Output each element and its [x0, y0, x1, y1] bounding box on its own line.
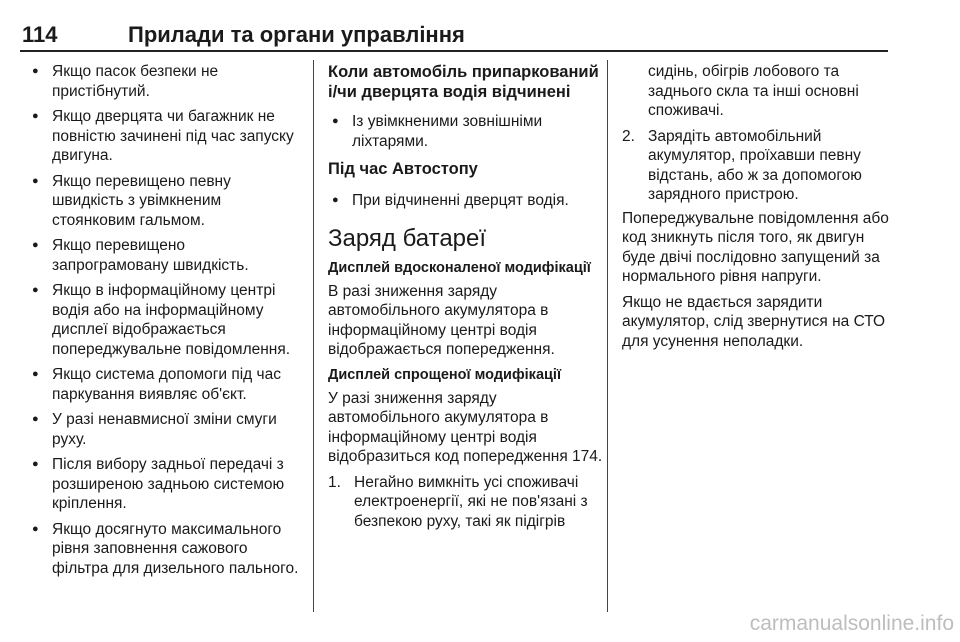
bullet-list-autostop [328, 191, 603, 211]
paragraph-simple-display: У разі зниження заряду автомобільного акумулятора в інформаційному центрі водія відобразиться код попередження 174. [328, 389, 603, 465]
step-text: Зарядіть автомобільний акумулятор, проїхавши певну відстань, або ж за допомогою зарядного пристрою. [648, 127, 862, 203]
column-divider-1 [313, 60, 314, 612]
heading-parked-doors-open: Коли автомобіль припаркований і/чи дверцята водія відчинені [328, 63, 599, 101]
step-item [328, 473, 603, 532]
step-number: 2. [622, 127, 635, 145]
paragraph-advanced-display: В разі зниження заряду автомобільного акумулятора в інформаційному центрі водія відображається попередження. [328, 282, 555, 358]
subheading-advanced-display: Дисплей вдосконаленої модифікації [328, 259, 591, 276]
column-divider-2 [607, 60, 608, 612]
step-text: Негайно вимкніть усі споживачі електроенергії, які не пов'язані з безпекою руху, такі як підігрів [354, 473, 588, 530]
step-number: 1. [328, 473, 341, 491]
column-3 [622, 62, 897, 357]
steps-list [328, 473, 603, 532]
watermark: carmanualsonline.info [749, 612, 954, 635]
steps-list-continued [622, 127, 897, 205]
step-continuation: сидінь, обігрів лобового та заднього скла та інші основні споживачі. [648, 63, 859, 119]
list-item: ● При відчиненні дверцят водія. [328, 191, 603, 211]
page-number: 114 [22, 22, 58, 47]
header-divider [20, 50, 888, 52]
paragraph-service: Якщо не вдається зарядити акумулятор, слід звернутися на СТО для усунення неполадки. [622, 293, 886, 350]
list-item: ● Із увімкненими зовнішніми ліхтарями. [328, 112, 603, 151]
column-2 [328, 62, 603, 535]
list-item: ● Якщо перевищено певну швидкість з увімкненим стоянковим гальмом. [28, 172, 303, 231]
list-item: ● Якщо дверцята чи багажник не повністю зачинені під час запуску двигуна. [28, 107, 303, 166]
list-item: ● Якщо перевищено запрограмовану швидкість. [28, 236, 303, 275]
paragraph-warning-clears: Попереджувальне повідомлення або код зникнуть після того, як двигун буде двічі послідовно запущений за нормального рівня напруги. [622, 209, 889, 285]
step-item [622, 127, 897, 205]
list-item: ● Якщо пасок безпеки не пристібнутий. [28, 62, 303, 101]
bullet-list-parked [328, 112, 603, 151]
subheading-simple-display: Дисплей спрощеної модифікації [328, 366, 562, 383]
page-header [20, 20, 940, 56]
column-1 [28, 62, 303, 584]
heading-autostop: Під час Автостопу [328, 160, 478, 178]
list-item: ● Якщо в інформаційному центрі водія або на інформаційному дисплеї відображається попереджувальне повідомлення. [28, 281, 303, 359]
page-title: Прилади та органи управління [128, 22, 465, 47]
list-item: ● У разі ненавмисної зміни смуги руху. [28, 410, 303, 449]
list-item: ● Якщо система допомоги під час паркування виявляє об'єкт. [28, 365, 303, 404]
list-item: ● Якщо досягнуто максимального рівня заповнення сажового фільтра для дизельного пального. [28, 520, 303, 579]
bullet-list-warnings [28, 62, 303, 578]
list-item: ● Після вибору задньої передачі з розширеною задньою системою кріплення. [28, 455, 303, 514]
section-title-battery-charge: Заряд батареї [328, 224, 487, 252]
